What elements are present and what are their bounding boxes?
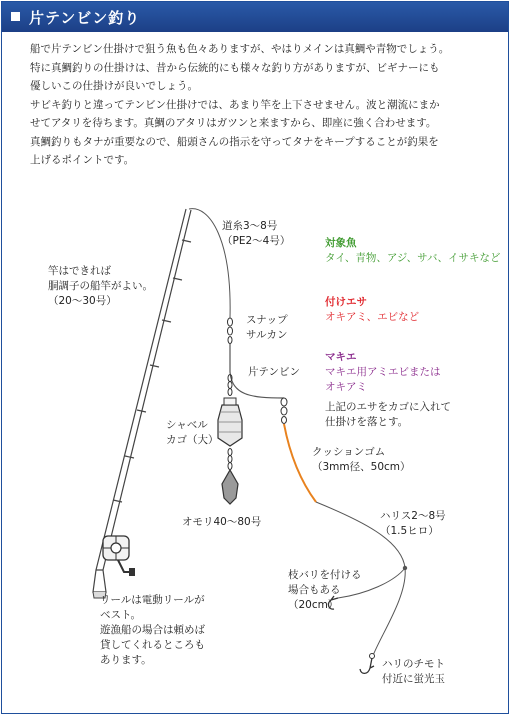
snap-swivel-icon — [228, 318, 233, 344]
rod-butt — [93, 570, 106, 592]
chum-line: マキエ用アミエビまたは — [325, 366, 441, 378]
target-fish-text: タイ、青物、アジ、サバ、イサキなど — [325, 252, 501, 264]
branch-note-line: 枝バリを付ける — [288, 569, 362, 581]
reel-note-line: 遊漁船の場合は頼めば — [100, 624, 205, 636]
intro-line: 上げるポイントです。 — [30, 154, 135, 166]
tenbin-note: 片テンビン — [248, 366, 300, 378]
reel-note-line: 貸してくれるところも — [100, 639, 205, 651]
main-line-note-line: 道糸3〜8号 — [222, 220, 278, 232]
intro-line: 特に真鯛釣りの仕掛けは、昔から伝統的にも様々な釣り方がありますが、ビギナーにも — [30, 61, 440, 74]
leader-note-line: ハリス2〜8号 — [380, 510, 446, 522]
chum-block — [325, 350, 441, 395]
branch-note — [288, 568, 362, 613]
basket-note — [166, 418, 219, 448]
basket-note-line: シャベル — [166, 419, 208, 431]
hook-note — [382, 657, 445, 687]
reel-note-line: リールは電動リールが — [100, 594, 205, 606]
branch-note-line: （20cm） — [288, 599, 339, 611]
cushion-note-line: クッションゴム — [312, 446, 386, 458]
cushion-note — [312, 445, 411, 475]
reel-note-line: あります。 — [100, 654, 152, 666]
intro-line: サビキ釣りと違ってテンビン仕掛けでは、あまり竿を上下させません。波と潮流にまか — [30, 98, 440, 111]
page-title: 片テンビン釣り — [29, 9, 141, 27]
branch-note-line: 場合もある — [288, 584, 341, 596]
target-fish-heading: 対象魚 — [325, 237, 357, 249]
bait-text: オキアミ、エビなど — [325, 311, 420, 323]
snap-swivel-note — [246, 313, 288, 343]
snap-note-line: スナップ — [246, 314, 288, 326]
basket-note-line: カゴ（大） — [166, 434, 219, 446]
snap-note-line: サルカン — [246, 329, 288, 341]
reel-note — [100, 593, 205, 668]
reel-note-line: ベスト。 — [100, 609, 142, 621]
arm-swivel-icon — [281, 398, 287, 424]
hook-note-line: ハリのチモト — [382, 658, 445, 670]
target-fish-block — [325, 236, 500, 266]
intro-line: 真鯛釣りもタナが重要なので、船頭さんの指示を守ってタナをキープすることが釣果を — [30, 135, 439, 148]
intro-line: 優しいこの仕掛けが良いでしょう。 — [30, 80, 198, 92]
leader-note — [380, 509, 446, 539]
chum-note — [325, 400, 451, 430]
intro-line: 船で片テンビン仕掛けで狙う魚も色々ありますが、やはりメインは真鯛や青物でしょう。 — [30, 43, 450, 55]
cushion-note-line: （3mm径、50cm） — [312, 461, 411, 473]
chum-line: オキアミ — [325, 381, 367, 393]
rod-note-line: 竿はできれば — [48, 265, 111, 277]
sinker-icon — [222, 470, 238, 504]
rod-note-line: 胴調子の船竿がよい。 — [48, 280, 153, 292]
bait-heading: 付けエサ — [325, 296, 367, 308]
rod-note — [48, 264, 153, 309]
chum-heading: マキエ — [325, 351, 357, 363]
leader-note-line: （1.5ヒロ） — [380, 525, 439, 537]
chum-note-line: 上記のエサをカゴに入れて — [325, 401, 451, 413]
chum-basket-icon — [218, 398, 242, 446]
bead-icon — [403, 566, 407, 570]
rod-note-line: （20〜30号） — [48, 295, 117, 307]
main-line-note-line: （PE2〜4号） — [222, 235, 291, 247]
bait-block — [325, 295, 419, 325]
intro-line: せてアタリを待ちます。真鯛のアタリはガツンと来ますから、即座に強く合わせます。 — [30, 117, 437, 129]
hook-note-line: 付近に蛍光玉 — [382, 673, 445, 685]
reel-icon — [103, 536, 135, 576]
sinker-note: オモリ40〜80号 — [182, 516, 262, 528]
fluorescent-bead-icon — [370, 654, 375, 659]
end-hook-icon — [360, 658, 374, 673]
main-line-note — [222, 219, 290, 249]
chum-note-line: 仕掛けを落とす。 — [325, 416, 409, 428]
chain — [228, 449, 232, 470]
